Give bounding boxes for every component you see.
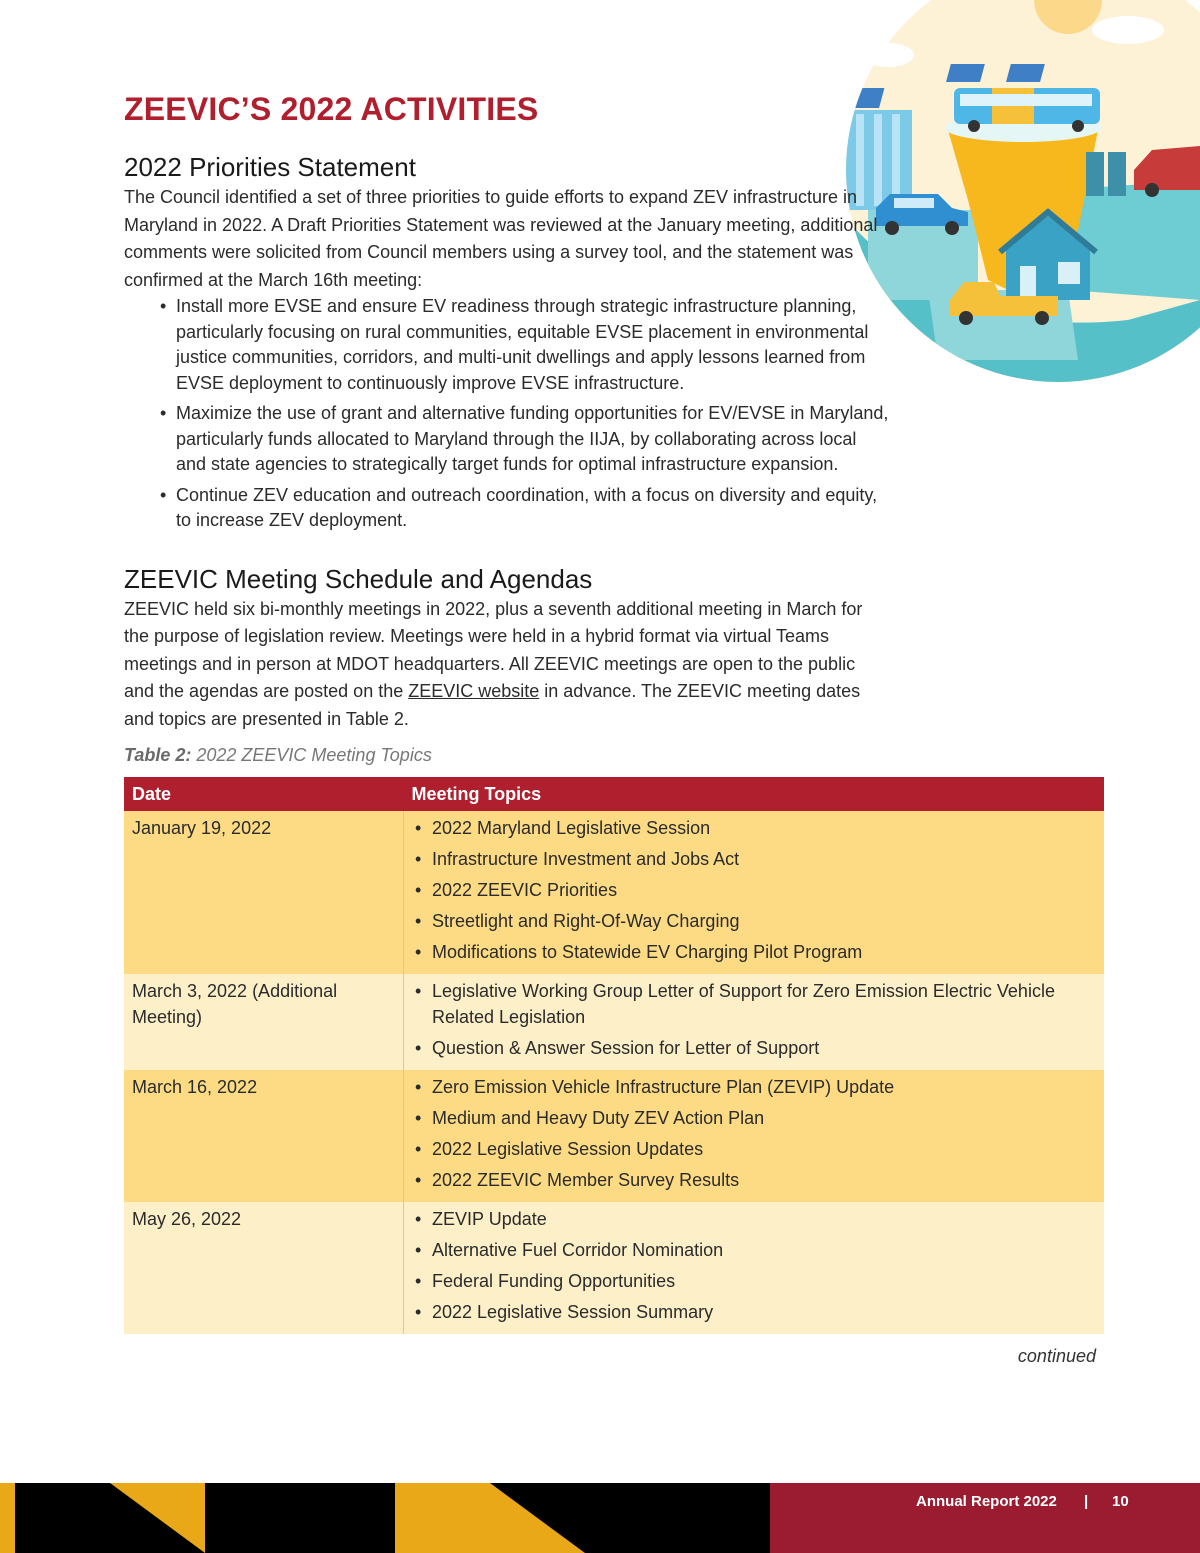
- meeting-date: March 16, 2022: [124, 1070, 404, 1202]
- page-title: ZEEVIC’S 2022 ACTIVITIES: [124, 91, 539, 127]
- table-caption-text: 2022 ZEEVIC Meeting Topics: [191, 745, 432, 765]
- topic-item: • Question & Answer Session for Letter of Support: [412, 1035, 1096, 1061]
- page-content: [124, 86, 1104, 1367]
- topic-item: • Streetlight and Right-Of-Way Charging: [412, 908, 1096, 934]
- meeting-date: May 26, 2022: [124, 1202, 404, 1334]
- topic-item: • 2022 ZEEVIC Priorities: [412, 877, 1096, 903]
- topic-item: • 2022 ZEEVIC Member Survey Results: [412, 1167, 1096, 1193]
- meeting-topics: [404, 1070, 1105, 1202]
- table-header-row: [124, 777, 1104, 811]
- priority-item: • Install more EVSE and ensure EV readiness through strategic infrastructure planning, particularly focusing on rural communities, equitable EVSE placement in environmental justice communities, corridors, and multi-unit dwellings and apply lessons learned from EVSE deployment to continuously improve EVSE infrastructure.: [160, 294, 890, 396]
- meeting-topics: [404, 974, 1105, 1070]
- priorities-list: [124, 294, 890, 534]
- column-header-date: Date: [124, 777, 404, 811]
- schedule-heading: ZEEVIC Meeting Schedule and Agendas: [124, 563, 593, 594]
- priorities-heading: 2022 Priorities Statement: [124, 152, 416, 182]
- column-header-topics: Meeting Topics: [404, 777, 1105, 811]
- page-footer: [0, 1483, 1200, 1553]
- schedule-text-before-link: ZEEVIC held six bi-monthly meetings in 2022, plus a seventh additional meeting in March for the purpose of legislation review. Meetings were held in a hybrid format via virtual Teams meetings and in person at MDOT headquarters. All ZEEVIC meetings are open to the public and the agendas are posted on the: [124, 598, 863, 701]
- footer-report-title: Annual Report 2022: [916, 1493, 1057, 1510]
- meeting-date: January 19, 2022: [124, 811, 404, 974]
- continued-note: continued: [1017, 1346, 1096, 1366]
- topic-item: • 2022 Legislative Session Summary: [412, 1299, 1096, 1325]
- table-caption-label: Table 2:: [124, 745, 192, 765]
- priority-item: • Maximize the use of grant and alternative funding opportunities for EV/EVSE in Maryland, particularly funds allocated to Maryland through the IIJA, by collaborating across local and state agencies to strategically target funds for optimal infrastructure expansion.: [160, 401, 890, 478]
- footer-separator: |: [1084, 1493, 1089, 1510]
- topic-item: • Modifications to Statewide EV Charging Pilot Program: [412, 939, 1096, 965]
- schedule-text-after-link: in advance. The ZEEVIC meeting dates and topics are presented in Table 2.: [124, 681, 861, 729]
- topic-item: • Alternative Fuel Corridor Nomination: [412, 1237, 1096, 1263]
- table-row: [124, 811, 1104, 974]
- topic-item: • Zero Emission Vehicle Infrastructure Plan (ZEVIP) Update: [412, 1074, 1096, 1100]
- priority-item: • Continue ZEV education and outreach coordination, with a focus on diversity and equity, to increase ZEV deployment.: [160, 483, 890, 534]
- zeevic-website-link[interactable]: ZEEVIC website: [408, 681, 540, 701]
- topic-item: • 2022 Legislative Session Updates: [412, 1136, 1096, 1162]
- topic-item: • Medium and Heavy Duty ZEV Action Plan: [412, 1105, 1096, 1131]
- topic-item: • 2022 Maryland Legislative Session: [412, 815, 1096, 841]
- meeting-topics: [404, 811, 1105, 974]
- topic-item: • Infrastructure Investment and Jobs Act: [412, 846, 1096, 872]
- priorities-intro: The Council identified a set of three priorities to guide efforts to expand ZEV infrastructure in Maryland in 2022. A Draft Priorities Statement was reviewed at the January meeting, additional comments were solicited from Council members using a survey tool, and the statement was confirmed at the March 16th meeting:: [124, 187, 878, 290]
- meeting-topics-table: [124, 777, 1104, 1334]
- table-row: [124, 1070, 1104, 1202]
- topic-item: • Legislative Working Group Letter of Support for Zero Emission Electric Vehicle Related Legislation: [412, 978, 1096, 1030]
- meeting-date: March 3, 2022 (Additional Meeting): [124, 974, 404, 1070]
- topic-item: • Federal Funding Opportunities: [412, 1268, 1096, 1294]
- footer-page-number: 10: [1112, 1493, 1129, 1510]
- table-row: [124, 974, 1104, 1070]
- topic-item: • ZEVIP Update: [412, 1206, 1096, 1232]
- schedule-paragraph: [124, 596, 884, 734]
- meeting-topics: [404, 1202, 1105, 1334]
- table-caption: [124, 743, 1104, 767]
- table-row: [124, 1202, 1104, 1334]
